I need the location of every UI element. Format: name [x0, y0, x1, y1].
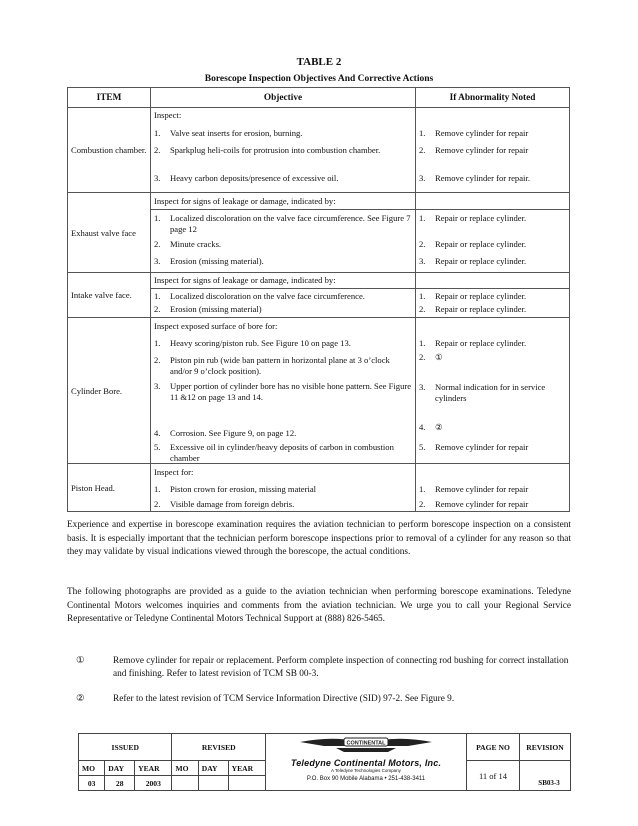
table-row — [68, 193, 570, 273]
body-paragraph: Experience and expertise in borescope examination requires the aviation technician to perform borescope inspection on a consistent basis. It is especially important that the technician perform borescope inspections prior to removal of a cylinder for any reason so that they may validate by visual indications viewed through the borescope, the actual conditions. — [67, 520, 571, 557]
footnote-text: Refer to the latest revision of TCM Service Information Directive (SID) 97-2. See Figure 9. — [113, 694, 455, 704]
footnote — [67, 693, 571, 706]
objective-line: Sparkplug heli-coils for protrusion into combustion chamber. — [170, 145, 381, 155]
action-line: Remove cylinder for repair — [435, 484, 529, 494]
issued-year: 2003 — [135, 776, 172, 791]
action-footnote-ref: ② — [435, 422, 443, 432]
action-line: Repair or replace cylinder. — [435, 256, 527, 266]
row-objective: Inspect: 1. Valve seat inserts for erosion, burning. 2. Sparkplug heli-coils for protrusion into combustion chamber. 3. Heavy carbon deposits/presence of excessive oil. — [151, 108, 416, 193]
objective-line: Upper portion of cylinder bore has no visible hone pattern. See Figure 11 &12 on page 13 and 14. — [170, 381, 412, 402]
objective-intro: Inspect exposed surface of bore for: — [154, 321, 278, 331]
row-objective: Inspect for: 1. Piston crown for erosion, missing material 2. Visible damage from foreign debris. — [151, 464, 416, 512]
objective-intro: Inspect for signs of leakage or damage, indicated by: — [154, 275, 336, 285]
revised-label: REVISED — [172, 734, 266, 761]
table-row — [68, 108, 570, 193]
objective-line: Minute cracks. — [170, 239, 222, 249]
page-number: 11 of 14 — [467, 761, 520, 791]
table-title: TABLE 2 — [296, 56, 342, 68]
action-line: Repair or replace cylinder. — [435, 291, 527, 301]
header-abnormality: If Abnormality Noted — [416, 88, 570, 108]
action-line: Repair or replace cylinder. — [435, 239, 527, 249]
table-row — [68, 273, 570, 318]
page-no-label: PAGE NO — [467, 734, 520, 761]
objective-line: Heavy carbon deposits/presence of excessive oil. — [170, 173, 339, 183]
objective-intro: Inspect for: — [154, 467, 194, 477]
objective-line: Heavy scoring/piston rub. See Figure 10 on page 13. — [170, 338, 351, 348]
action-line: Repair or replace cylinder. — [435, 304, 527, 314]
inspection-table — [67, 87, 570, 512]
footnote — [67, 655, 571, 681]
revised-year — [228, 776, 265, 791]
col-revised-mo: MO — [172, 761, 198, 776]
row-action: 1. Repair or replace cylinder. 2. Repair or replace cylinder. — [416, 273, 570, 318]
action-footnote-ref: ① — [435, 352, 443, 362]
footnote-text: Remove cylinder for repair or replacement. Perform complete inspection of connecting rod bushing for correct installation and finishing. Refer to latest revision of TCM SB 00-3. — [113, 656, 569, 679]
objective-line: Erosion (missing material) — [170, 304, 262, 314]
revised-mo — [172, 776, 198, 791]
row-action: 1. Repair or replace cylinder. 2. ① 3. Normal indication for in service cylinders 4. ② 5. Remove cylinder for repair — [416, 318, 570, 464]
action-line: Remove cylinder for repair — [435, 128, 529, 138]
company-logo — [266, 734, 467, 791]
row-objective: Inspect for signs of leakage or damage, indicated by: 1. Localized discoloration on the valve face circumference. See Figure 7 page 12 2. Minute cracks. 3. Erosion (missing material). — [151, 193, 416, 273]
row-objective: Inspect exposed surface of bore for: 1. Heavy scoring/piston rub. See Figure 10 on page 13. 2. Piston pin rub (wide ban pattern in horizontal plane at 3 o’clock and/or 9 o’clock position). 3. Upper portion of cylinder bore has no visible hone pattern. See Figure 11 &12 on page 13 and 14. 4. Corrosion. See Figure 9, on page 12. 5. Excessive oil in cylinder/heavy deposits of carbon in combustion chamber — [151, 318, 416, 464]
row-item: Intake valve face. — [68, 273, 151, 318]
objective-line: Piston crown for erosion, missing material — [170, 484, 317, 494]
table-header-row — [68, 88, 570, 108]
objective-line: Piston pin rub (wide ban pattern in horizontal plane at 3 o’clock and/or 9 o’clock position). — [170, 355, 390, 376]
action-line: Repair or replace cylinder. — [435, 213, 527, 223]
table-subtitle: Borescope Inspection Objectives And Corrective Actions — [204, 74, 434, 84]
body-paragraph: The following photographs are provided as a guide to the aviation technician when performing borescope examinations. Teledyne Continental Motors welcomes inquiries and comments from the aviation technician. We urge you to call your Regional Service Representative or Teledyne Continental Motors Technical Support at (888) 826-5465. — [67, 587, 571, 624]
col-revised-day: DAY — [198, 761, 228, 776]
objective-intro: Inspect for signs of leakage or damage, indicated by: — [154, 196, 336, 206]
action-line: Repair or replace cylinder. — [435, 338, 527, 348]
row-action: 1. Repair or replace cylinder. 2. Repair or replace cylinder. 3. Repair or replace cylinder. — [416, 193, 570, 273]
row-action: 1. Remove cylinder for repair 2. Remove cylinder for repair — [416, 464, 570, 512]
action-line: Remove cylinder for repair. — [435, 173, 530, 183]
row-item: Cylinder Bore. — [68, 318, 151, 464]
footnote-symbol: ① — [76, 656, 85, 666]
objective-line: Erosion (missing material). — [170, 256, 264, 266]
action-line: Remove cylinder for repair — [435, 499, 529, 509]
company-name: Teledyne Continental Motors, Inc. — [290, 758, 442, 768]
col-issued-year: YEAR — [135, 761, 172, 776]
objective-intro: Inspect: — [154, 110, 182, 120]
objective-line: Localized discoloration on the valve face circumference. — [170, 291, 365, 301]
row-action: 1. Remove cylinder for repair 2. Remove cylinder for repair 3. Remove cylinder for repair. — [416, 108, 570, 193]
revision-label: REVISION — [520, 734, 571, 761]
action-line: Remove cylinder for repair — [435, 442, 529, 452]
footnote-symbol: ② — [76, 694, 85, 704]
issued-label: ISSUED — [79, 734, 172, 761]
company-tagline: A Teledyne Technologies Company — [331, 768, 401, 773]
company-address: P.O. Box 90 Mobile Alabama • 251-438-3411 — [306, 776, 426, 782]
col-issued-day: DAY — [105, 761, 135, 776]
action-line: Remove cylinder for repair — [435, 145, 529, 155]
objective-line: Excessive oil in cylinder/heavy deposits of carbon in combustion chamber — [170, 442, 394, 463]
table-row — [68, 318, 570, 464]
objective-line: Corrosion. See Figure 9, on page 12. — [170, 428, 297, 438]
objective-line: Localized discoloration on the valve face circumference. See Figure 7 page 12 — [170, 213, 411, 234]
svg-text:CONTINENTAL: CONTINENTAL — [346, 740, 386, 747]
objective-line: Visible damage from foreign debris. — [170, 499, 295, 509]
objective-line: Valve seat inserts for erosion, burning. — [170, 128, 303, 138]
revised-day — [198, 776, 228, 791]
row-item: Exhaust valve face — [68, 193, 151, 273]
row-objective: Inspect for signs of leakage or damage, indicated by: 1. Localized discoloration on the valve face circumference. 2. Erosion (missing material) — [151, 273, 416, 318]
issued-day: 28 — [105, 776, 135, 791]
header-item: ITEM — [68, 88, 151, 108]
bulletin-number: SB03-3 — [538, 779, 560, 787]
continental-wings-icon — [296, 734, 436, 756]
document-footer — [78, 733, 571, 791]
col-revised-year: YEAR — [228, 761, 265, 776]
row-item: Combustion chamber. — [68, 108, 151, 193]
col-issued-mo: MO — [79, 761, 105, 776]
action-line: Normal indication for in service cylinders — [435, 382, 546, 403]
row-item: Piston Head. — [68, 464, 151, 512]
header-objective: Objective — [151, 88, 416, 108]
table-row — [68, 464, 570, 512]
issued-mo: 03 — [79, 776, 105, 791]
